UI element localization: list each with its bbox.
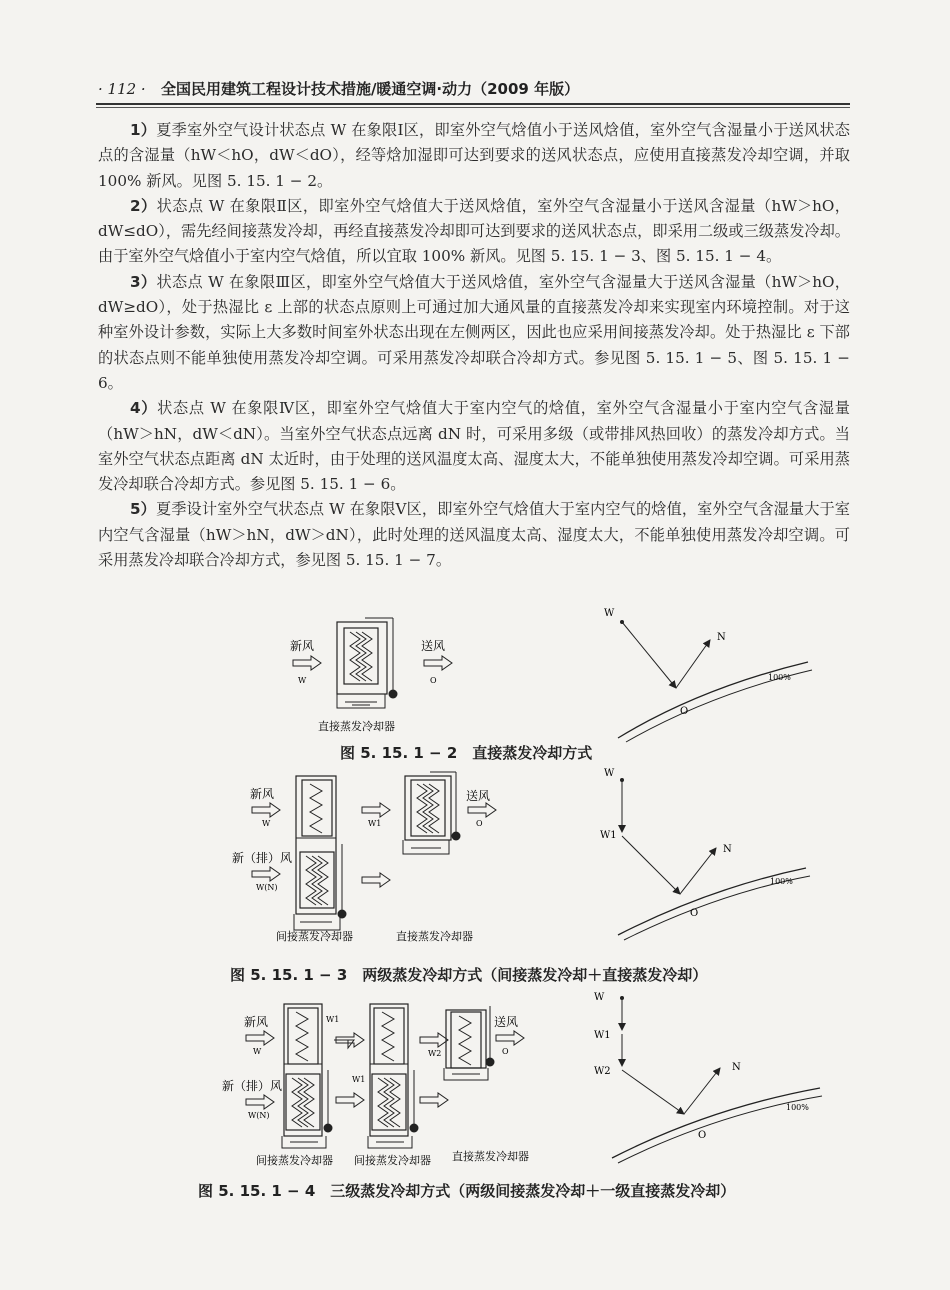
svg-text:N: N	[717, 632, 726, 643]
fig2-supply-air-label: 送风	[421, 639, 446, 653]
svg-text:间接蒸发冷却器: 间接蒸发冷却器	[276, 930, 353, 943]
svg-text:N: N	[732, 1062, 741, 1073]
svg-text:O: O	[698, 1130, 707, 1141]
fig2-psychro	[604, 608, 812, 742]
fig2-schematic	[290, 618, 452, 733]
fig4-schematic	[222, 1004, 529, 1167]
svg-text:送风: 送风	[494, 1015, 519, 1029]
fig3-caption: 图 5. 15. 1 − 3 两级蒸发冷却方式（间接蒸发冷却＋直接蒸发冷却）	[230, 966, 708, 984]
svg-text:W1: W1	[352, 1075, 366, 1084]
fig2-caption: 图 5. 15. 1 − 2 直接蒸发冷却方式	[340, 744, 593, 762]
svg-text:O: O	[430, 676, 437, 685]
svg-text:W1: W1	[368, 819, 382, 828]
svg-text:送风: 送风	[466, 789, 491, 803]
fig2-fresh-air-label: 新风	[290, 639, 315, 653]
svg-text:W2: W2	[428, 1049, 442, 1058]
svg-text:100%: 100%	[768, 673, 791, 682]
running-title: 全国民用建筑工程设计技术措施/暖通空调·动力（2009 年版）	[160, 80, 580, 98]
svg-text:新（排）风: 新（排）风	[232, 851, 293, 865]
svg-text:W: W	[298, 676, 307, 685]
fig2-unit-label: 直接蒸发冷却器	[318, 720, 395, 733]
fig4-caption: 图 5. 15. 1 − 4 三级蒸发冷却方式（两级间接蒸发冷却＋一级直接蒸发冷却）	[198, 1182, 736, 1200]
svg-text:O: O	[476, 819, 483, 828]
svg-text:W1: W1	[600, 830, 617, 841]
fig4-psychro	[594, 992, 822, 1163]
fig3-schematic	[232, 772, 496, 943]
fig4-direct-box	[446, 1010, 486, 1068]
svg-text:W1: W1	[326, 1015, 340, 1024]
svg-text:直接蒸发冷却器: 直接蒸发冷却器	[452, 1150, 529, 1163]
svg-text:O: O	[680, 706, 689, 717]
svg-text:W: W	[253, 1047, 262, 1056]
svg-text:O: O	[502, 1047, 509, 1056]
svg-text:100%: 100%	[786, 1103, 809, 1112]
paragraph: 3）状态点 W 在象限Ⅲ区，即室外空气焓值大于送风焓值，室外空气含湿量大于送风含湿量（hW＞hO，dW≥dO），处于热湿比 ε 上部的状态点原则上可通过加大通风量的直接蒸发冷却来实现室内环境控制。对于这种室外设计参数，实际上大多数时间室外状态出现在左侧两区，因此也应采用间接蒸发冷却。处于热湿比 ε 下部的状态点则不能单独使用蒸发冷却空调。可采用蒸发冷却联合冷却方式。参见图 5. 15. 1 − 5、图 5. 15. 1 − 6。	[98, 272, 850, 392]
svg-text:间接蒸发冷却器: 间接蒸发冷却器	[256, 1154, 333, 1167]
paragraph: 4）状态点 W 在象限Ⅳ区，即室外空气焓值大于室内空气的焓值，室外空气含湿量小于室内空气含湿量（hW＞hN，dW＜dN）。当室外空气状态点远离 dN 时，可采用多级（或带排风热回收）的蒸发冷却方式。当室外空气状态点距离 dN 太近时，由于处理的送风温度太高、湿度太大，不能单独使用蒸发冷却空调。可采用蒸发冷却联合冷却方式。参见图 5. 15. 1 − 6。	[98, 399, 850, 494]
svg-text:N: N	[723, 844, 732, 855]
fig3-psychro	[600, 768, 810, 940]
svg-text:100%: 100%	[770, 877, 793, 886]
svg-text:间接蒸发冷却器: 间接蒸发冷却器	[354, 1154, 431, 1167]
svg-text:W: W	[262, 819, 271, 828]
svg-text:直接蒸发冷却器: 直接蒸发冷却器	[396, 930, 473, 943]
svg-text:W(N): W(N)	[256, 883, 278, 892]
paragraph: 1）夏季室外空气设计状态点 W 在象限Ⅰ区，即室外空气焓值小于送风焓值，室外空气含湿量小于送风状态点的含湿量（hW＜hO，dW＜dO），经等焓加湿即可达到要求的送风状态点，应使用直接蒸发冷却空调，并取 100% 新风。见图 5. 15. 1 − 2。	[98, 121, 850, 190]
svg-text:W: W	[604, 608, 615, 619]
svg-text:O: O	[690, 908, 699, 919]
page-number: · 112 ·	[98, 80, 146, 98]
svg-text:W2: W2	[594, 1066, 611, 1077]
svg-text:新风: 新风	[244, 1015, 269, 1029]
svg-text:W1: W1	[594, 1030, 611, 1041]
paragraph: 2）状态点 W 在象限Ⅱ区，即室外空气焓值大于送风焓值，室外空气含湿量小于送风含湿量（hW＞hO，dW≤dO），需先经间接蒸发冷却，再经直接蒸发冷却即可达到要求的送风状态点，即采用二级或三级蒸发冷却。由于室外空气焓值小于室内空气焓值，所以宜取 100% 新风。见图 5. 15. 1 − 3、图 5. 15. 1 − 4。	[98, 196, 850, 266]
svg-text:新（排）风: 新（排）风	[222, 1079, 283, 1093]
svg-text:新风: 新风	[250, 787, 275, 801]
svg-text:W(N): W(N)	[248, 1111, 270, 1120]
svg-text:W: W	[594, 992, 605, 1003]
paragraph: 5）夏季设计室外空气状态点 W 在象限Ⅴ区，即室外空气焓值大于室内空气的焓值，室外空气含湿量大于室内空气含湿量（hW＞hN，dW＞dN），此时处理的送风温度太高、湿度太大，不能单独使用蒸发冷却空调。可采用蒸发冷却联合冷却方式，参见图 5. 15. 1 − 7。	[98, 500, 850, 570]
svg-text:W: W	[604, 768, 615, 779]
